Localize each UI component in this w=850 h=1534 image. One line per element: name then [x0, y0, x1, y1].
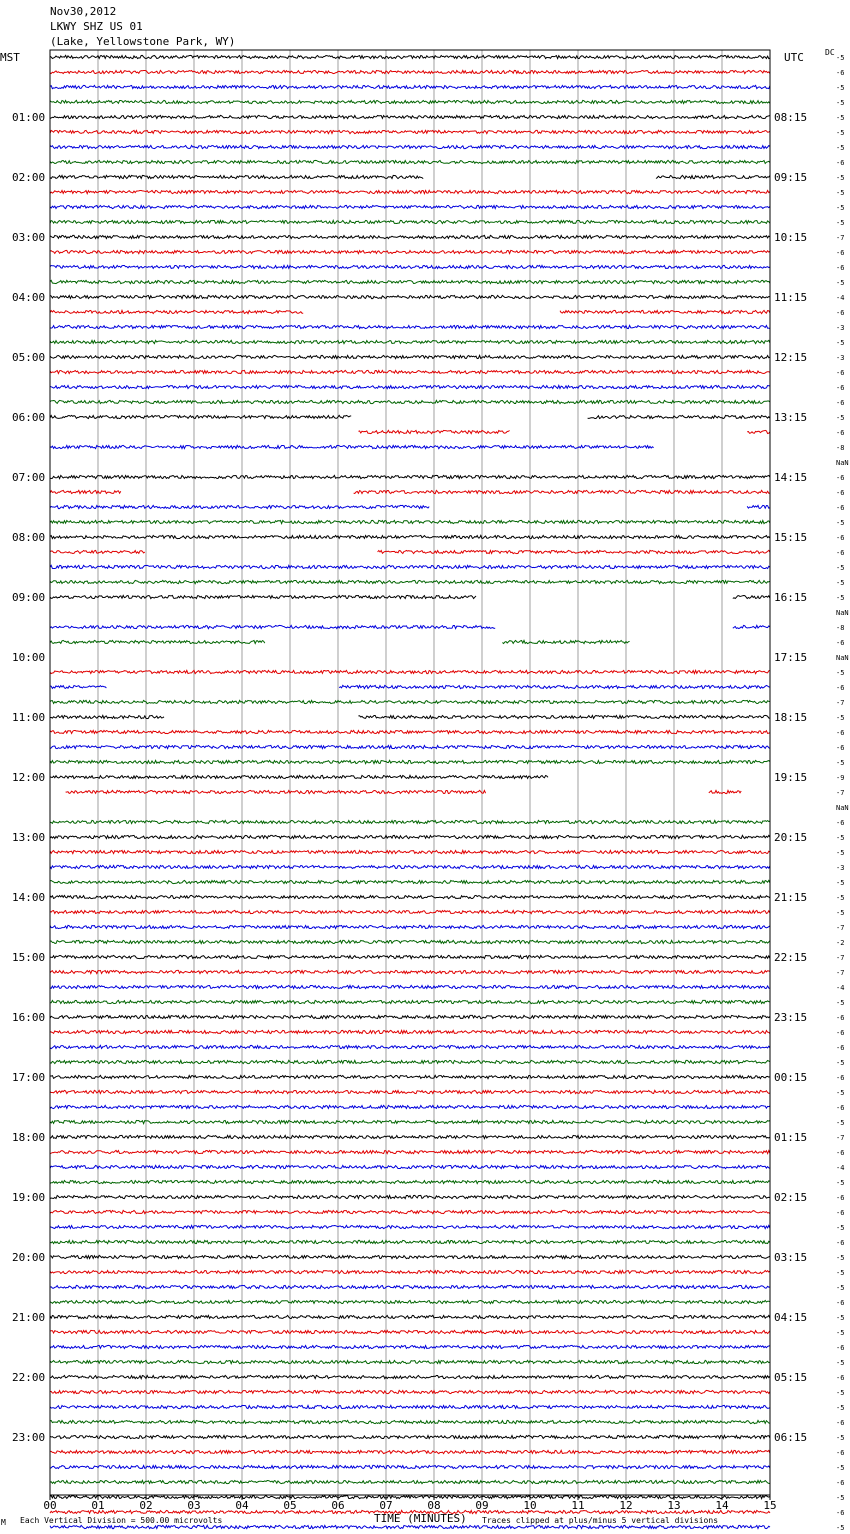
- utc-hour-label: 08:15: [774, 111, 808, 124]
- row-offset-value: -5: [836, 879, 845, 887]
- mst-hour-label: 18:00: [12, 1131, 46, 1144]
- trace-row-62: [50, 985, 770, 988]
- utc-hour-label: 15:15: [774, 531, 808, 544]
- row-offset-value: -5: [836, 204, 845, 212]
- x-axis-title: TIME (MINUTES): [374, 1512, 467, 1525]
- trace-row-17: [50, 310, 770, 313]
- trace-row-16: [50, 295, 770, 298]
- row-offset-value: -6: [836, 159, 845, 167]
- mst-hour-label: 19:00: [12, 1191, 46, 1204]
- x-tick-label: 13: [667, 1499, 681, 1512]
- trace-row-4: [50, 115, 770, 118]
- row-offset-value: -5: [836, 144, 845, 152]
- row-offset-value: -6: [836, 549, 845, 557]
- trace-row-20: [50, 355, 770, 358]
- trace-row-35: [50, 580, 770, 583]
- row-offset-value: -6: [836, 1509, 845, 1517]
- row-offset-value: -6: [836, 744, 845, 752]
- trace-row-29: [50, 490, 770, 493]
- row-offset-value: -6: [836, 1194, 845, 1202]
- row-offset-value: -5: [836, 894, 845, 902]
- trace-row-73: [50, 1150, 770, 1153]
- trace-row-44: [50, 715, 770, 718]
- mst-hour-label: 08:00: [12, 531, 46, 544]
- mst-hour-label: 20:00: [12, 1251, 46, 1264]
- corner-mark: M: [1, 1518, 6, 1527]
- station-label: LKWY SHZ US 01: [50, 20, 143, 33]
- row-offset-value: -5: [836, 1254, 845, 1262]
- x-tick-label: 01: [91, 1499, 105, 1512]
- utc-hour-label: 12:15: [774, 351, 808, 364]
- row-offset-value: -5: [836, 219, 845, 227]
- row-offset-value: -5: [836, 99, 845, 107]
- row-offset-value: -5: [836, 1224, 845, 1232]
- row-offset-value: -5: [836, 909, 845, 917]
- trace-row-21: [50, 370, 770, 373]
- trace-row-74: [50, 1165, 770, 1168]
- row-offset-value: -6: [836, 1239, 845, 1247]
- trace-row-69: [50, 1090, 770, 1093]
- row-offset-value: -6: [836, 1044, 845, 1052]
- trace-row-43: [50, 700, 770, 703]
- utc-hour-label: 17:15: [774, 651, 808, 664]
- trace-row-34: [50, 565, 770, 568]
- utc-hour-label: 01:15: [774, 1131, 808, 1144]
- row-offset-value: -5: [836, 1089, 845, 1097]
- mst-hour-label: 15:00: [12, 951, 46, 964]
- trace-row-48: [50, 775, 548, 778]
- mst-hour-label: 09:00: [12, 591, 46, 604]
- trace-row-10: [50, 205, 770, 208]
- utc-hour-label: 18:15: [774, 711, 808, 724]
- row-offset-value: -5: [836, 1494, 845, 1502]
- trace-row-72: [50, 1135, 770, 1138]
- trace-row-28: [50, 475, 770, 478]
- trace-row-85: [50, 1330, 770, 1333]
- row-offset-value: -6: [836, 1104, 845, 1112]
- mst-hour-label: 14:00: [12, 891, 46, 904]
- row-offset-value: -5: [836, 1404, 845, 1412]
- row-offset-value: -5: [836, 1269, 845, 1277]
- trace-row-58: [50, 925, 770, 928]
- trace-row-80: [50, 1255, 770, 1258]
- row-offset-value: -6: [836, 1014, 845, 1022]
- row-offset-value: -3: [836, 354, 845, 362]
- trace-row-24: [50, 415, 770, 418]
- utc-hour-label: 16:15: [774, 591, 808, 604]
- trace-row-33: [50, 550, 770, 553]
- row-offset-value: -6: [836, 1209, 845, 1217]
- axis-labels: [12, 54, 849, 1534]
- row-offset-value: -5: [836, 849, 845, 857]
- trace-row-45: [50, 730, 770, 733]
- trace-row-82: [50, 1285, 770, 1288]
- row-offset-value: -5: [836, 414, 845, 422]
- mst-hour-label: 23:00: [12, 1431, 46, 1444]
- row-offset-value: -6: [836, 69, 845, 77]
- row-offset-value: -5: [836, 114, 845, 122]
- x-tick-label: 15: [763, 1499, 777, 1512]
- utc-hour-label: 04:15: [774, 1311, 808, 1324]
- row-offset-value: -6: [836, 1449, 845, 1457]
- mst-axis-title: MST: [0, 51, 20, 64]
- row-offset-value: -6: [836, 1479, 845, 1487]
- utc-hour-label: 20:15: [774, 831, 808, 844]
- row-offset-value: -6: [836, 399, 845, 407]
- trace-row-13: [50, 250, 770, 253]
- trace-row-12: [50, 235, 770, 238]
- row-offset-value: -5: [836, 1464, 845, 1472]
- trace-row-93: [50, 1450, 770, 1453]
- trace-row-22: [50, 385, 770, 388]
- trace-row-52: [50, 835, 770, 838]
- trace-row-91: [50, 1420, 770, 1423]
- utc-hour-label: 22:15: [774, 951, 808, 964]
- trace-row-42: [50, 685, 770, 688]
- seismic-traces: [50, 55, 770, 1534]
- utc-hour-label: 10:15: [774, 231, 808, 244]
- trace-row-66: [50, 1045, 770, 1048]
- trace-row-18: [50, 325, 770, 328]
- trace-row-51: [50, 820, 770, 823]
- utc-hour-label: 05:15: [774, 1371, 808, 1384]
- trace-row-15: [50, 280, 770, 283]
- row-offset-value: -3: [836, 324, 845, 332]
- trace-row-38: [50, 625, 770, 628]
- trace-row-94: [50, 1465, 770, 1468]
- x-tick-label: 10: [523, 1499, 537, 1512]
- row-offset-value: -6: [836, 1419, 845, 1427]
- trace-row-0: [50, 55, 770, 58]
- row-offset-value: -5: [836, 54, 845, 62]
- row-offset-value: -6: [836, 369, 845, 377]
- trace-row-95: [50, 1480, 770, 1483]
- trace-row-53: [50, 850, 770, 853]
- row-offset-value: -5: [836, 1314, 845, 1322]
- trace-row-67: [50, 1060, 770, 1063]
- trace-row-64: [50, 1015, 770, 1018]
- mst-hour-label: 01:00: [12, 111, 46, 124]
- trace-row-25: [358, 430, 770, 433]
- row-offset-value: -6: [836, 489, 845, 497]
- row-offset-value: -5: [836, 279, 845, 287]
- row-offset-value: -6: [836, 1344, 845, 1352]
- trace-row-39: [50, 640, 630, 643]
- x-tick-label: 04: [235, 1499, 249, 1512]
- trace-row-1: [50, 70, 770, 73]
- x-tick-label: 09: [475, 1499, 489, 1512]
- utc-hour-label: 13:15: [774, 411, 808, 424]
- row-offset-value: -6: [836, 504, 845, 512]
- trace-row-76: [50, 1195, 770, 1198]
- trace-row-30: [50, 505, 770, 508]
- x-tick-label: 11: [571, 1499, 585, 1512]
- row-offset-value: -7: [836, 924, 845, 932]
- trace-row-68: [50, 1075, 770, 1078]
- row-offset-value: -5: [836, 1434, 845, 1442]
- utc-hour-label: 03:15: [774, 1251, 808, 1264]
- row-offset-value: NaN: [836, 459, 849, 467]
- utc-hour-label: 14:15: [774, 471, 808, 484]
- dc-label: DC: [825, 48, 835, 57]
- row-offset-value: -4: [836, 984, 845, 992]
- row-offset-value: -6: [836, 1299, 845, 1307]
- trace-row-32: [50, 535, 770, 538]
- utc-hour-label: 02:15: [774, 1191, 808, 1204]
- row-offset-value: -7: [836, 789, 845, 797]
- utc-axis-title: UTC: [784, 51, 804, 64]
- trace-row-79: [50, 1240, 770, 1243]
- row-offset-value: -6: [836, 639, 845, 647]
- utc-hour-label: 09:15: [774, 171, 808, 184]
- row-offset-value: -5: [836, 579, 845, 587]
- trace-row-8: [50, 175, 770, 178]
- row-offset-value: NaN: [836, 804, 849, 812]
- row-offset-value: -7: [836, 699, 845, 707]
- x-tick-label: 12: [619, 1499, 633, 1512]
- trace-row-60: [50, 955, 770, 958]
- trace-row-77: [50, 1210, 770, 1213]
- row-offset-value: -5: [836, 129, 845, 137]
- row-offset-value: -6: [836, 729, 845, 737]
- row-offset-value: -7: [836, 1134, 845, 1142]
- row-offset-value: -9: [836, 774, 845, 782]
- mst-hour-label: 12:00: [12, 771, 46, 784]
- trace-row-88: [50, 1375, 770, 1378]
- row-offset-value: -2: [836, 939, 845, 947]
- row-offset-value: -5: [836, 1119, 845, 1127]
- row-offset-value: -5: [836, 669, 845, 677]
- trace-row-92: [50, 1435, 770, 1438]
- trace-row-59: [50, 940, 770, 943]
- utc-hour-label: 06:15: [774, 1431, 808, 1444]
- trace-row-7: [50, 160, 770, 163]
- row-offset-value: -5: [836, 564, 845, 572]
- row-offset-value: -7: [836, 969, 845, 977]
- trace-row-83: [50, 1300, 770, 1303]
- trace-row-46: [50, 745, 770, 748]
- trace-row-61: [50, 970, 770, 973]
- scale-caption: Each Vertical Division = 500.00 microvolts: [20, 1516, 223, 1525]
- row-offset-value: -5: [836, 1179, 845, 1187]
- row-offset-value: -6: [836, 1074, 845, 1082]
- utc-hour-label: 21:15: [774, 891, 808, 904]
- trace-row-9: [50, 190, 770, 193]
- row-offset-value: -5: [836, 999, 845, 1007]
- row-offset-value: -5: [836, 519, 845, 527]
- row-offset-value: -6: [836, 1374, 845, 1382]
- utc-hour-label: 11:15: [774, 291, 808, 304]
- trace-row-86: [50, 1345, 770, 1348]
- trace-row-2: [50, 85, 770, 88]
- trace-row-5: [50, 130, 770, 133]
- trace-row-11: [50, 220, 770, 223]
- trace-row-6: [50, 145, 770, 148]
- row-offset-value: -6: [836, 819, 845, 827]
- mst-hour-label: 17:00: [12, 1071, 46, 1084]
- x-tick-label: 08: [427, 1499, 441, 1512]
- row-offset-value: -8: [836, 624, 845, 632]
- trace-row-70: [50, 1105, 770, 1108]
- trace-row-41: [50, 670, 770, 673]
- trace-row-90: [50, 1405, 770, 1408]
- x-tick-label: 06: [331, 1499, 345, 1512]
- row-offset-value: -5: [836, 339, 845, 347]
- x-tick-label: 14: [715, 1499, 729, 1512]
- clip-caption: Traces clipped at plus/minus 5 vertical divisions: [482, 1516, 719, 1525]
- trace-row-55: [50, 880, 770, 883]
- utc-hour-label: 19:15: [774, 771, 808, 784]
- trace-row-98: [50, 1525, 770, 1528]
- row-offset-value: -5: [836, 1359, 845, 1367]
- trace-row-56: [50, 895, 770, 898]
- mst-hour-label: 03:00: [12, 231, 46, 244]
- trace-row-65: [50, 1030, 770, 1033]
- row-offset-value: -8: [836, 444, 845, 452]
- row-offset-value: -7: [836, 954, 845, 962]
- row-offset-value: NaN: [836, 654, 849, 662]
- mst-hour-label: 16:00: [12, 1011, 46, 1024]
- trace-row-49: [66, 790, 742, 793]
- row-offset-value: -5: [836, 1389, 845, 1397]
- trace-row-87: [50, 1360, 770, 1363]
- mst-hour-label: 11:00: [12, 711, 46, 724]
- mst-hour-label: 02:00: [12, 171, 46, 184]
- row-offset-value: -6: [836, 534, 845, 542]
- row-offset-value: -5: [836, 1524, 845, 1532]
- x-tick-label: 02: [139, 1499, 153, 1512]
- trace-row-54: [50, 865, 770, 868]
- trace-row-3: [50, 100, 770, 103]
- mst-hour-label: 04:00: [12, 291, 46, 304]
- row-offset-value: -6: [836, 249, 845, 257]
- row-offset-value: -5: [836, 174, 845, 182]
- x-tick-label: 00: [43, 1499, 57, 1512]
- row-offset-value: -5: [836, 1329, 845, 1337]
- row-offset-value: -5: [836, 1284, 845, 1292]
- row-offset-value: -6: [836, 1029, 845, 1037]
- trace-row-75: [50, 1180, 770, 1183]
- row-offset-value: -6: [836, 309, 845, 317]
- row-offset-value: -5: [836, 189, 845, 197]
- row-offset-value: -5: [836, 594, 845, 602]
- row-offset-value: -4: [836, 1164, 845, 1172]
- row-offset-value: -5: [836, 84, 845, 92]
- mst-hour-label: 13:00: [12, 831, 46, 844]
- row-offset-value: -6: [836, 684, 845, 692]
- row-offset-value: -6: [836, 264, 845, 272]
- trace-row-96: [50, 1495, 770, 1498]
- trace-row-47: [50, 760, 770, 763]
- trace-row-26: [50, 445, 654, 448]
- row-offset-value: -3: [836, 864, 845, 872]
- trace-row-57: [50, 910, 770, 913]
- row-offset-value: NaN: [836, 609, 849, 617]
- mst-hour-label: 07:00: [12, 471, 46, 484]
- trace-row-19: [50, 340, 770, 343]
- trace-row-81: [50, 1270, 770, 1273]
- mst-hour-label: 10:00: [12, 651, 46, 664]
- trace-row-71: [50, 1120, 770, 1123]
- trace-row-23: [50, 400, 770, 403]
- mst-hour-label: 06:00: [12, 411, 46, 424]
- row-offset-value: -6: [836, 429, 845, 437]
- trace-row-14: [50, 265, 770, 268]
- trace-row-78: [50, 1225, 770, 1228]
- x-tick-label: 07: [379, 1499, 393, 1512]
- row-offset-value: -6: [836, 1149, 845, 1157]
- mst-hour-label: 05:00: [12, 351, 46, 364]
- mst-hour-label: 21:00: [12, 1311, 46, 1324]
- utc-hour-label: 00:15: [774, 1071, 808, 1084]
- row-offset-value: -5: [836, 759, 845, 767]
- row-offset-value: -5: [836, 714, 845, 722]
- date-label: Nov30,2012: [50, 5, 117, 18]
- location-label: (Lake, Yellowstone Park, WY): [50, 35, 236, 48]
- trace-row-36: [50, 595, 770, 598]
- x-tick-label: 05: [283, 1499, 297, 1512]
- x-tick-label: 03: [187, 1499, 201, 1512]
- row-offset-value: -7: [836, 234, 845, 242]
- trace-row-63: [50, 1000, 770, 1003]
- mst-hour-label: 22:00: [12, 1371, 46, 1384]
- row-offset-value: -4: [836, 294, 845, 302]
- trace-row-89: [50, 1390, 770, 1393]
- trace-row-31: [50, 520, 770, 523]
- row-offset-value: -6: [836, 474, 845, 482]
- utc-hour-label: 23:15: [774, 1011, 808, 1024]
- trace-row-84: [50, 1315, 770, 1318]
- row-offset-value: -5: [836, 1059, 845, 1067]
- row-offset-value: -5: [836, 834, 845, 842]
- row-offset-value: -6: [836, 384, 845, 392]
